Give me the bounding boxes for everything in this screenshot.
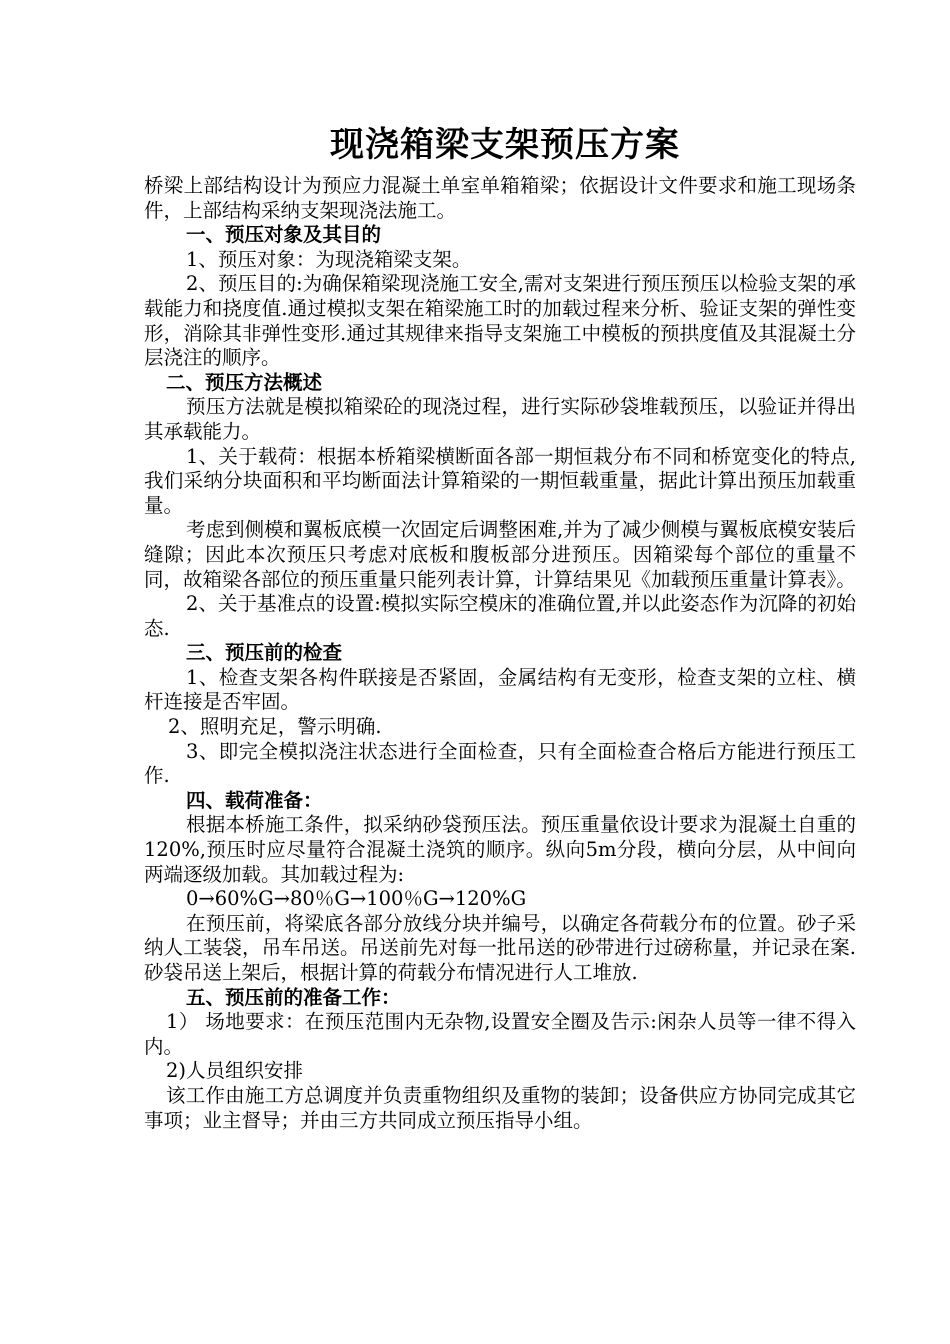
section-heading-1: 一、预压对象及其目的: [186, 223, 382, 247]
paragraph-load: 1、关于载荷：根据本桥箱梁横断面各部一期恒栽分布不同和桥宽变化的特点,我们采纳分块面积和平均断面法计算箱梁的一期恒载重量，据此计算出预压加载重量。: [144, 444, 856, 517]
paragraph-placement: 在预压前，将梁底各部分放线分块并编号，以确定各荷载分布的位置。砂子采纳人工装袋，吊车吊送。吊送前先对每一批吊送的砂带进行过磅称量，并记录在案.砂袋吊送上架后，根据计算的荷载分布情况进行人工堆放.: [144, 911, 856, 984]
section-heading-5: 五、预压前的准备工作：: [186, 985, 401, 1009]
paragraph-preload-purpose: 2、预压目的:为确保箱梁现浇施工安全,需对支架进行预压预压以检验支架的承载能力和挠度值.通过模拟支架在箱梁施工时的加载过程来分析、验证支架的弹性变形，消除其非弹性变形.通过其规律来指导支架施工中模板的预拱度值及其混凝土分层浇注的顺序。: [144, 272, 856, 370]
paragraph-load-sequence: 0→60%G→80％G→100％G→120%G: [186, 887, 527, 911]
paragraph-check-2: 2、照明充足，警示明确.: [168, 715, 382, 739]
paragraph-sandbag: 根据本桥施工条件，拟采纳砂袋预压法。预压重量依设计要求为混凝土自重的120%,预压时应尽量符合混凝土浇筑的顺序。纵向5m分段，横向分层，从中间向两端逐级加载。其加载过程为:: [144, 813, 856, 886]
document-page: [144, 118, 856, 1133]
document-title: 现浇箱梁支架预压方案: [330, 125, 680, 165]
section-heading-4: 四、载荷准备：: [186, 788, 323, 812]
paragraph-benchmark: 2、关于基准点的设置:模拟实际空模床的准确位置,并以此姿态作为沉降的初始态.: [144, 592, 856, 640]
section-heading-2: 二、预压方法概述: [166, 370, 323, 394]
paragraph-staff-heading: 2)人员组织安排: [166, 1059, 304, 1083]
paragraph-preload-object: 1、预压对象：为现浇箱梁支架。: [186, 247, 472, 271]
paragraph-formwork: 考虑到侧模和翼板底模一次固定后调整困难,并为了减少侧模与翼板底模安装后缝隙；因此本次预压只考虑对底板和腹板部分进预压。因箱梁每个部位的重量不同，故箱梁各部位的预压重量只能列表计算，计算结果见《加载预压重量计算表》。: [144, 518, 856, 591]
section-heading-3: 三、预压前的检查: [186, 641, 343, 665]
paragraph-method: 预压方法就是模拟箱梁砼的现浇过程，进行实际砂袋堆载预压，以验证并得出其承载能力。: [144, 395, 856, 443]
paragraph-check-3: 3、即完全模拟浇注状态进行全面检查，只有全面检查合格后方能进行预压工作.: [144, 739, 856, 788]
paragraph-check-1: 1、检查支架各构件联接是否紧固，金属结构有无变形，检查支架的立柱、横杆连接是否牢固。: [144, 665, 856, 714]
paragraph-site: 1） 场地要求：在预压范围内无杂物,设置安全圈及告示:闲杂人员等一律不得入内。: [144, 1010, 856, 1058]
paragraph-staff: 该工作由施工方总调度并负责重物组织及重物的装卸；设备供应方协同完成其它事项；业主督导；并由三方共同成立预压指导小组。: [144, 1083, 856, 1132]
intro-paragraph: 桥梁上部结构设计为预应力混凝土单室单箱箱梁；依据设计文件要求和施工现场条件，上部结构采纳支架现浇法施工。: [144, 174, 856, 222]
